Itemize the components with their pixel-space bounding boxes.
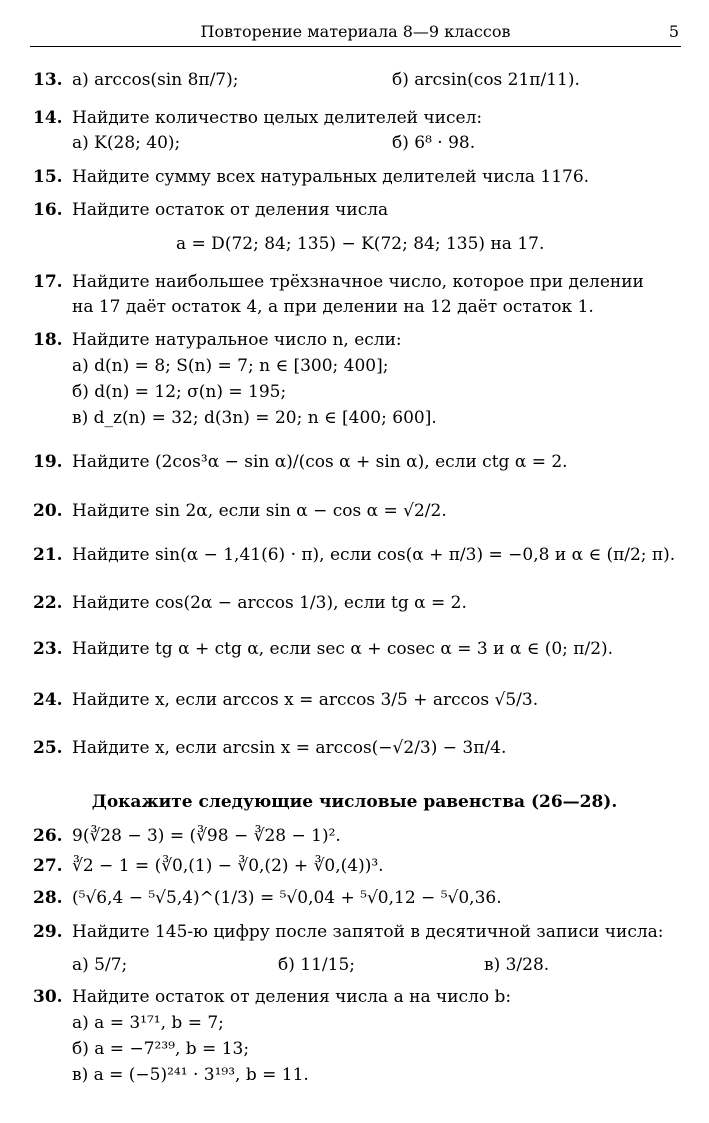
problem-number: 27.: [33, 856, 63, 876]
problem-text: Найдите x, если arcsin x = arccos(−√2/3) − 3π/4.: [72, 738, 507, 758]
problem-14-a: а) K(28; 40);: [72, 133, 181, 153]
problem-18-b: б) d(n) = 12; σ(n) = 195;: [72, 382, 287, 402]
problem-text-line1: Найдите наибольшее трёхзначное число, которое при делении: [72, 272, 644, 292]
problem-number: 30.: [33, 987, 63, 1007]
problem-text: Найдите sin 2α, если sin α − cos α = √2/2.: [72, 501, 447, 521]
problem-text: Найдите количество целых делителей чисел:: [72, 108, 483, 128]
problem-number: 25.: [33, 738, 63, 758]
problem-text: Найдите натуральное число n, если:: [72, 330, 402, 350]
problem-text: Найдите x, если arccos x = arccos 3/5 + arccos √5/3.: [72, 690, 539, 710]
problem-29-b: б) 11/15;: [278, 955, 355, 975]
problem-number: 17.: [33, 272, 63, 292]
problem-text: Найдите sin(α − 1,41(6) · π), если cos(α + π/3) = −0,8 и α ∈ (π/2; π).: [72, 545, 676, 565]
page-header: [30, 22, 681, 47]
problem-text-line2: на 17 даёт остаток 4, а при делении на 12 даёт остаток 1.: [72, 297, 594, 317]
problem-number: 23.: [33, 639, 63, 659]
problem-number: 24.: [33, 690, 63, 710]
problem-number: 18.: [33, 330, 63, 350]
problem-number: 28.: [33, 888, 63, 908]
problem-text: Найдите сумму всех натуральных делителей числа 1176.: [72, 167, 590, 187]
problem-number: 15.: [33, 167, 63, 187]
problem-13-b: б) arcsin(cos 21π/11).: [392, 70, 580, 90]
problem-number: 13.: [33, 70, 63, 90]
problem-30-b: б) a = −7²³⁹, b = 13;: [72, 1039, 250, 1059]
running-title: Повторение материала 8—9 классов: [200, 22, 511, 41]
problem-number: 22.: [33, 593, 63, 613]
problem-29-c: в) 3/28.: [484, 955, 550, 975]
section-title: Докажите следующие числовые равенства (26—28).: [91, 792, 618, 812]
problem-18-a: а) d(n) = 8; S(n) = 7; n ∈ [300; 400];: [72, 356, 389, 376]
problem-number: 19.: [33, 452, 63, 472]
problem-text: Найдите cos(2α − arccos 1/3), если tg α = 2.: [72, 593, 467, 613]
problem-text: Найдите 145-ю цифру после запятой в десятичной записи числа:: [72, 922, 664, 942]
page-number: 5: [668, 22, 679, 41]
problem-number: 26.: [33, 826, 63, 846]
problem-29-a: а) 5/7;: [72, 955, 128, 975]
problem-number: 14.: [33, 108, 63, 128]
problem-30-c: в) a = (−5)²⁴¹ · 3¹⁹³, b = 11.: [72, 1065, 309, 1085]
problem-30-a: а) a = 3¹⁷¹, b = 7;: [72, 1013, 224, 1033]
problem-text: 9(∛28 − 3) = (∛98 − ∛28 − 1)².: [72, 826, 341, 846]
problem-14-b: б) 6⁸ · 98.: [392, 133, 476, 153]
problem-text: (⁵√6,4 − ⁵√5,4)^(1/3) = ⁵√0,04 + ⁵√0,12 − ⁵√0,36.: [72, 888, 502, 908]
problem-number: 20.: [33, 501, 63, 521]
problem-number: 16.: [33, 200, 63, 220]
problem-text: Найдите (2cos³α − sin α)/(cos α + sin α), если ctg α = 2.: [72, 452, 568, 472]
problem-number: 21.: [33, 545, 63, 565]
problem-text: Найдите остаток от деления числа a на число b:: [72, 987, 512, 1007]
problem-text: Найдите tg α + ctg α, если sec α + cosec α = 3 и α ∈ (0; π/2).: [72, 639, 614, 659]
problem-18-c: в) d_z(n) = 32; d(3n) = 20; n ∈ [400; 600].: [72, 408, 437, 428]
problem-16-formula: a = D(72; 84; 135) − K(72; 84; 135) на 17.: [176, 234, 545, 254]
problem-number: 29.: [33, 922, 63, 942]
problem-text: Найдите остаток от деления числа: [72, 200, 389, 220]
problem-13-a: а) arccos(sin 8π/7);: [72, 70, 239, 90]
problem-text: ∛2 − 1 = (∛0,(1) − ∛0,(2) + ∛0,(4))³.: [72, 856, 384, 876]
